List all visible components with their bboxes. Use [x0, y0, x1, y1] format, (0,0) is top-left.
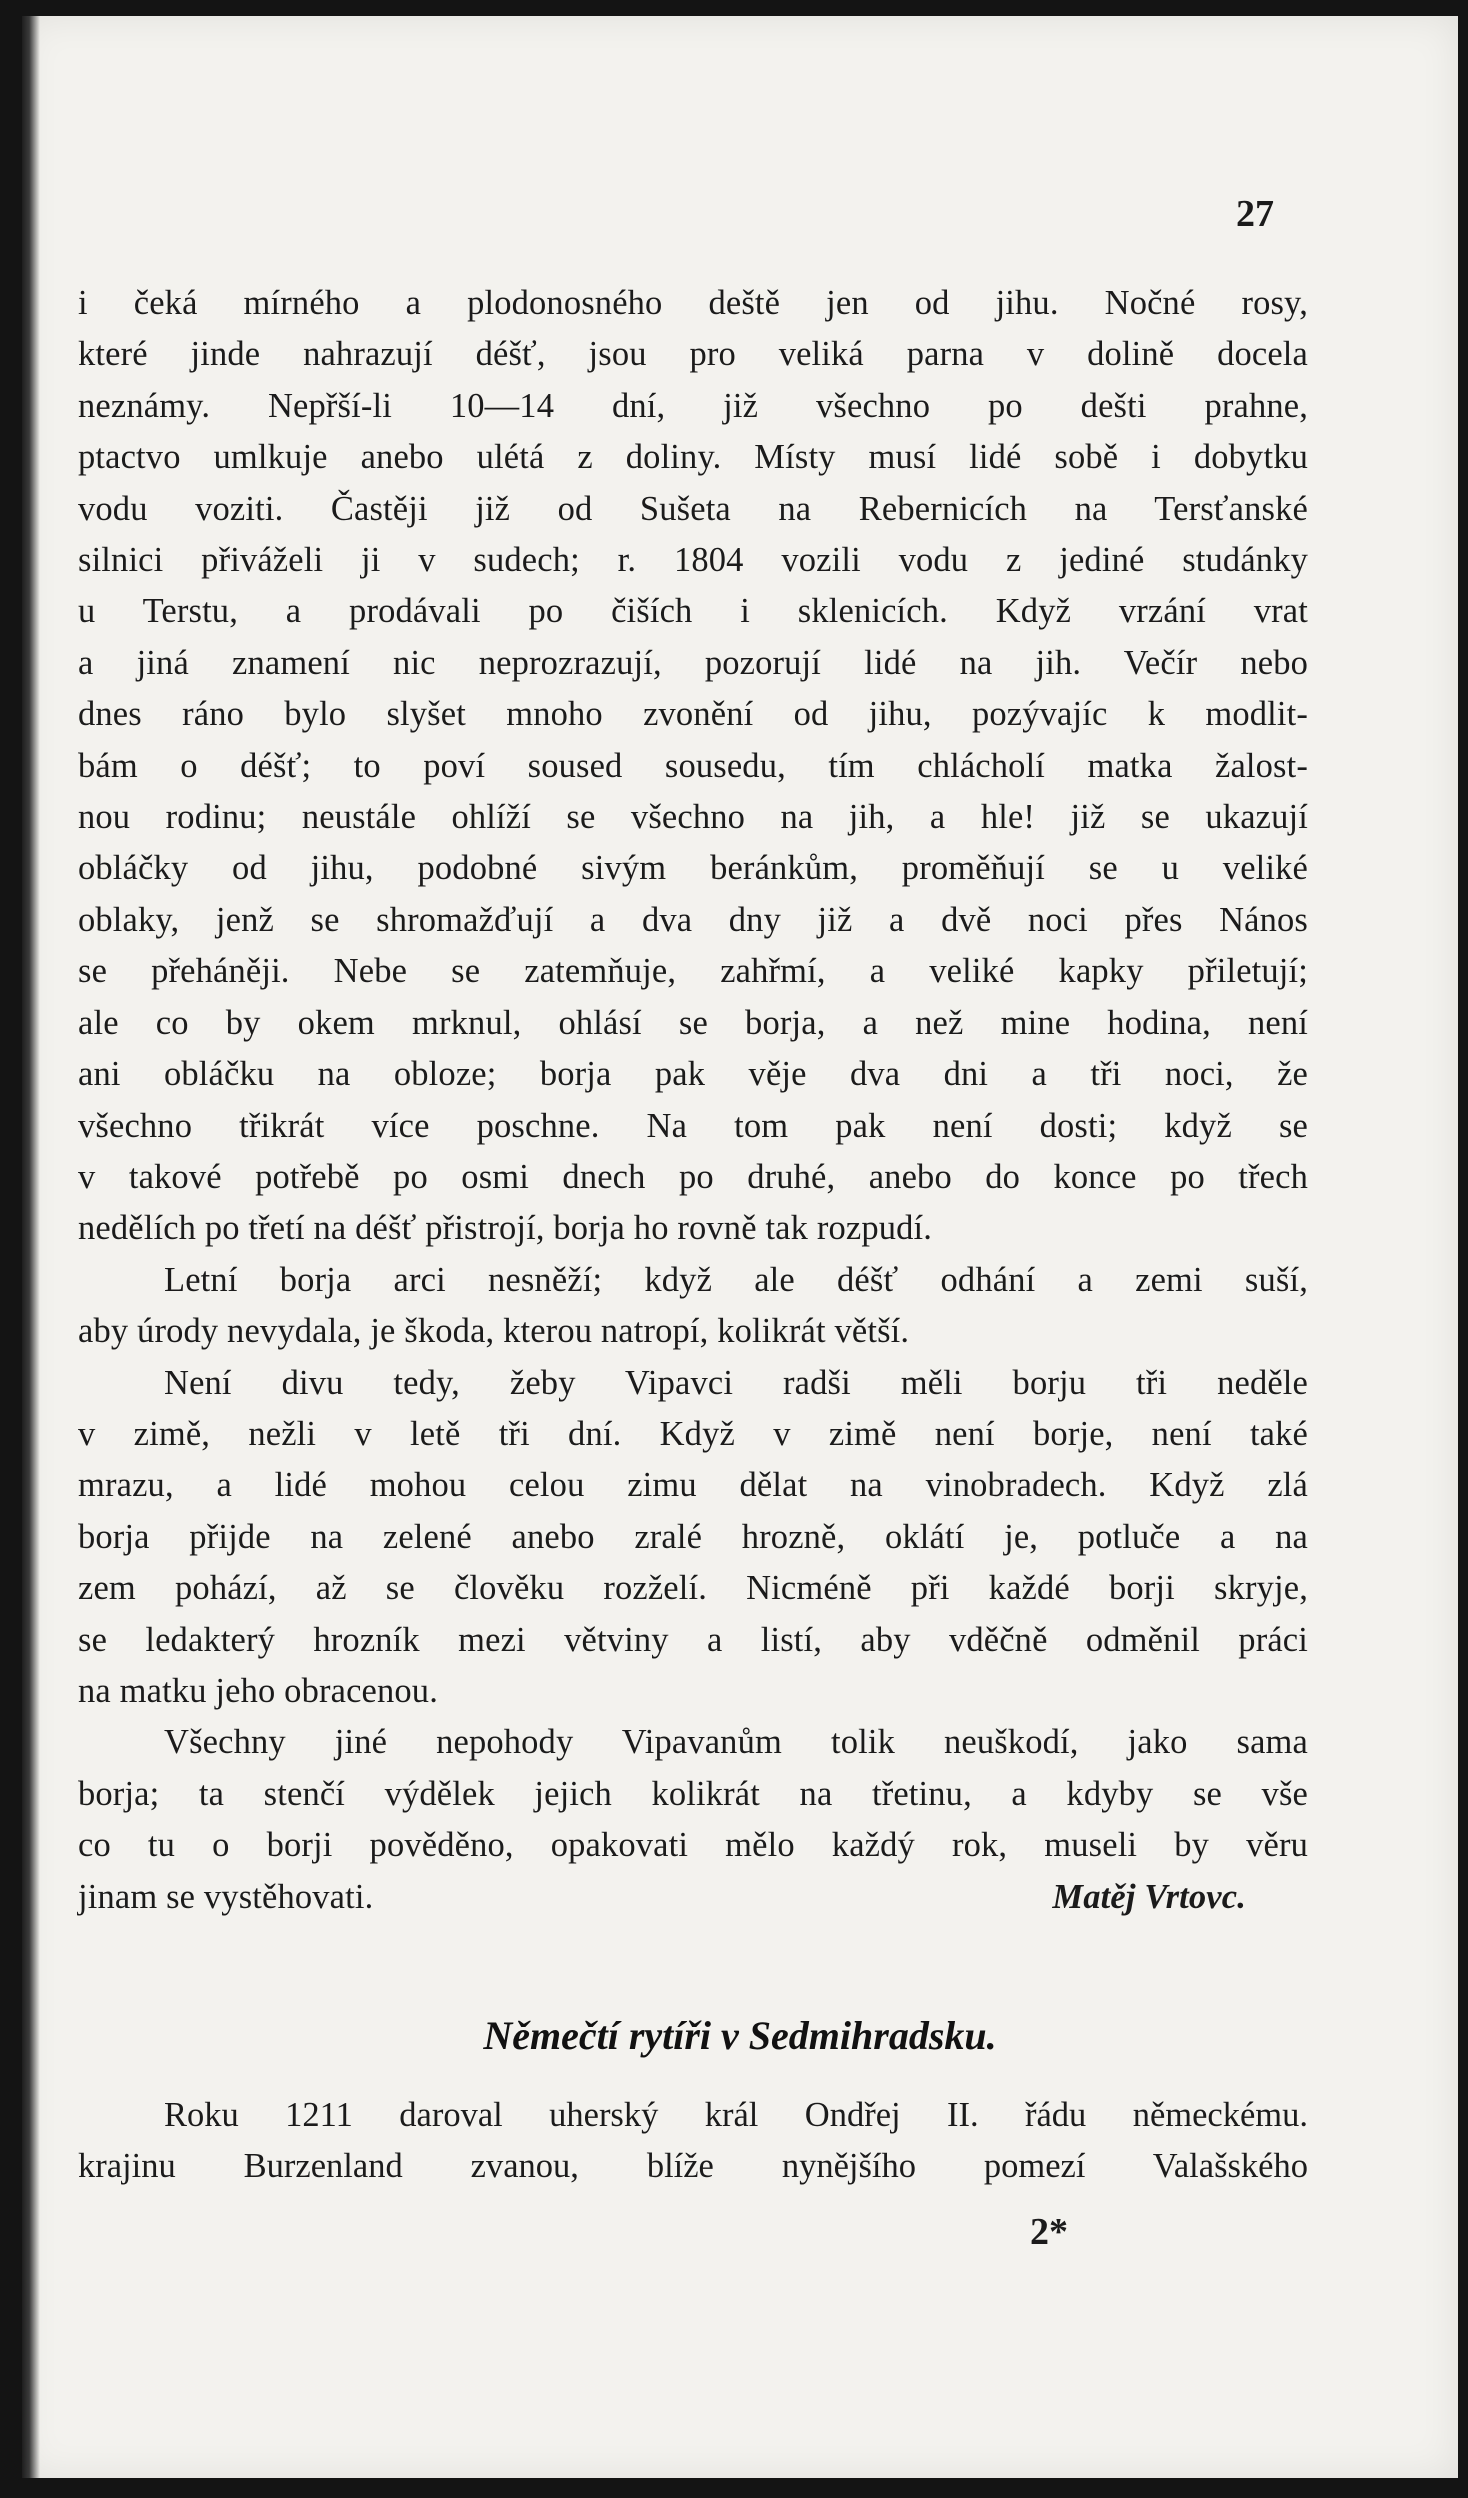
text-line: nou rodinu; neustále ohlíží se všechno na jih, a hle! již se ukazují: [78, 798, 1308, 837]
text-line: vodu voziti. Častěji již od Sušeta na Rebernicích na Tersťanské: [78, 489, 1308, 528]
text-line: i čeká mírného a plodonosného deště jen od jihu. Nočné rosy,: [78, 284, 1308, 322]
closing-line: [78, 1872, 1308, 1923]
text-line: se přeháněji. Nebe se zatemňuje, zahřmí, a veliké kapky přiletují;: [78, 952, 1308, 991]
text-line: Letní borja arci nesněží; když ale déšť odhání a zemi suší,: [164, 1260, 1308, 1299]
text-line: borja přijde na zelené anebo zralé hrozně, oklátí je, potluče a na: [78, 1517, 1308, 1556]
section-heading: Němečtí rytíři v Sedmihradsku.: [483, 2013, 997, 2058]
text-line: Roku 1211 daroval uherský král Ondřej II. řádu německému.: [164, 2096, 1308, 2134]
text-line: nedělích po třetí na déšť přistrojí, borja ho rovně tak rozpudí.: [78, 1209, 933, 1248]
text-line: na matku jeho obracenou.: [78, 1671, 438, 1710]
text-line: u Terstu, a prodávali po čiších i sklenicích. Když vrzání vrat: [78, 592, 1308, 631]
text-line: borja; ta stenčí výdělek jejich kolikrát na třetinu, a kdyby se vše: [78, 1774, 1308, 1813]
text-line: které jinde nahrazují déšť, jsou pro veliká parna v dolině docela: [78, 335, 1308, 374]
text-line: mrazu, a lidé mohou celou zimu dělat na vinobradech. Když zlá: [78, 1466, 1308, 1505]
body-text: [78, 278, 1308, 1923]
text-line: v zimě, nežli v letě tři dní. Když v zimě není borje, není také: [78, 1414, 1308, 1453]
text-line: silnici přiváželi ji v sudech; r. 1804 vozili vodu z jediné studánky: [78, 541, 1308, 580]
text-line: neznámy. Nepřší-li 10—14 dní, již všechno po dešti prahne,: [78, 386, 1308, 425]
text-line: Není divu tedy, žeby Vipavci radši měli borju tři neděle: [164, 1363, 1308, 1402]
signature-mark: 2*: [1030, 2211, 1068, 2253]
text-line: v takové potřebě po osmi dnech po druhé, anebo do konce po třech: [78, 1157, 1308, 1196]
text-line: jinam se vystěhovati.: [78, 1877, 374, 1916]
text-line: dnes ráno bylo slyšet mnoho zvonění od jihu, pozývajíc k modlit-: [78, 695, 1308, 734]
text-line: ale co by okem mrknul, ohlásí se borja, a než mine hodina, není: [78, 1003, 1308, 1042]
text-line: zem pohází, až se člověku rozželí. Nicméně při každé borji skryje,: [78, 1569, 1308, 1608]
text-line: se ledakterý hrozník mezi větviny a listí, aby vděčně odměnil práci: [78, 1620, 1308, 1659]
body-text-2: [78, 2090, 1308, 2193]
text-line: obláčky od jihu, podobné sivým beránkům, proměňují se u veliké: [78, 849, 1308, 888]
text-line: a jiná znamení nic neprozrazují, pozorují lidé na jih. Večír nebo: [78, 643, 1308, 682]
text-line: co tu o borji pověděno, opakovati mělo každý rok, museli by věru: [78, 1826, 1308, 1865]
text-line: ptactvo umlkuje anebo ulétá z doliny. Místy musí lidé sobě i dobytku: [78, 438, 1308, 477]
text-line: aby úrody nevydala, je škoda, kterou natropí, kolikrát větší.: [78, 1312, 910, 1351]
author-signature: Matěj Vrtovc.: [1052, 1877, 1246, 1916]
text-line: bám o déšť; to poví soused sousedu, tím chlácholí matka žalost-: [78, 746, 1308, 785]
text-line: všechno třikrát více poschne. Na tom pak není dosti; když se: [78, 1106, 1308, 1145]
scan-edge: [22, 16, 40, 2478]
page-number: 27: [1236, 193, 1274, 235]
text-line: oblaky, jenž se shromažďují a dva dny již a dvě noci přes Nános: [78, 900, 1308, 939]
book-page: [22, 16, 1458, 2478]
text-line: Všechny jiné nepohody Vipavanům tolik neuškodí, jako sama: [164, 1723, 1308, 1762]
text-line: krajinu Burzenland zvanou, blíže nynějšího pomezí Valašského: [78, 2147, 1308, 2186]
text-line: ani obláčku na obloze; borja pak věje dva dni a tři noci, že: [78, 1055, 1308, 1094]
